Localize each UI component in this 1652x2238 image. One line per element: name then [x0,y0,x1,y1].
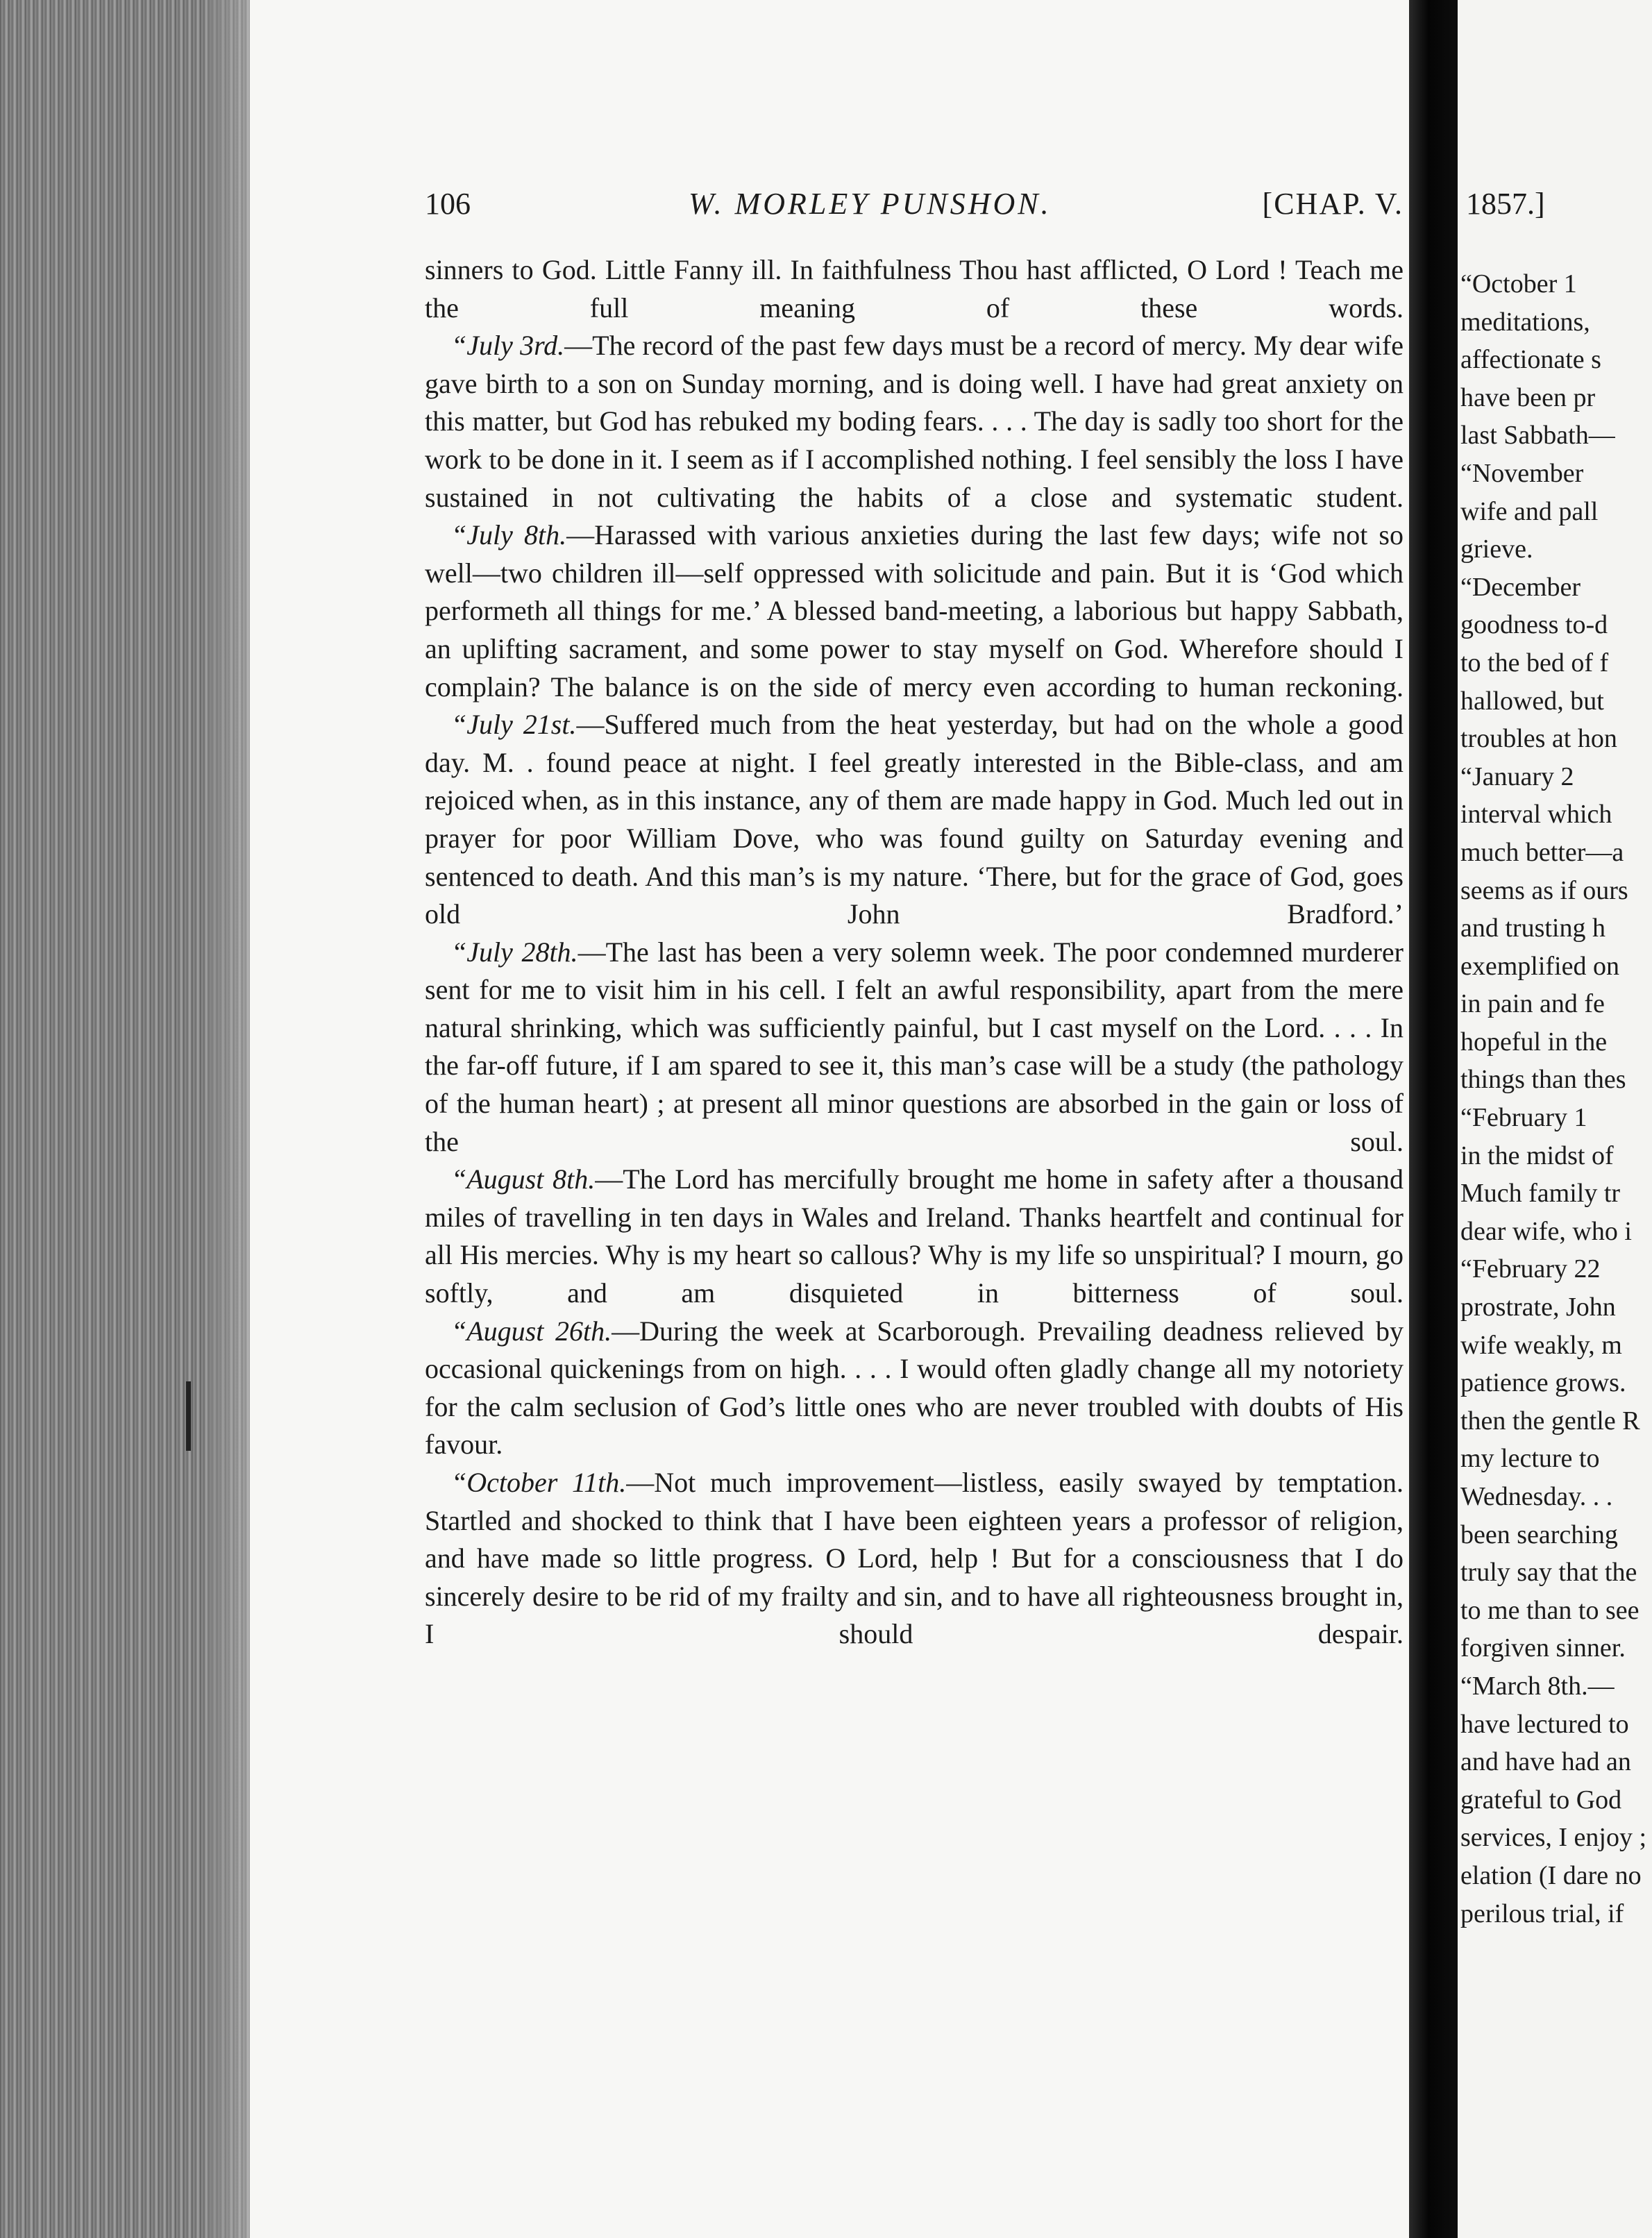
page-number: 106 [425,187,471,221]
paragraph [425,1464,1404,1654]
facing-page-line: affectionate s [1460,345,1601,375]
facing-page-line: dear wife, who i [1460,1216,1632,1246]
facing-page-line: Much family tr [1460,1179,1621,1209]
paragraph [425,934,1404,1161]
book-gutter [1409,0,1458,2238]
paragraph [425,516,1404,706]
facing-page-line: and trusting h [1460,914,1605,943]
entry-date: “July 28th. [451,936,578,968]
facing-page-line: been searching [1460,1520,1618,1549]
entry-text: —Harassed with various anxieties during the last few days; wife not so well—two children ill—self oppressed with solicitude and pain. But it is ‘God which performeth all things for me.’ A blessed band-meeting, a laborious but happy Sabbath, an uplifting sacrament, and some power to stay myself on God. Wherefore should I complain? The balance is on the side of mercy even according to human reckoning. [425,519,1404,702]
page-edge-shadow [208,0,250,2238]
facing-page-line: my lecture to [1460,1444,1600,1474]
facing-page-line: perilous trial, if [1460,1899,1624,1928]
entry-text: —Not much improvement—listless, easily swayed by temptation. Startled and shocked to think that I have been eighteen years a professor of religion, and have made so little progress. O Lord, help ! But for a consciousness that I do sincerely desire to be rid of my frailty and sin, and to have all righteousness brought in, I should despair. [425,1467,1404,1650]
facing-page-line: have lectured to [1460,1709,1629,1739]
facing-page-line: “January 2 [1460,762,1574,791]
facing-page-line: and have had an [1460,1747,1631,1777]
facing-page-line: meditations, [1460,307,1590,337]
entry-text: sinners to God. Little Fanny ill. In faithfulness Thou hast afflicted, O Lord ! Teach me the full meaning of these words. [425,254,1404,323]
facing-page-text [1460,265,1652,1933]
facing-page-line: grateful to God [1460,1785,1622,1815]
entry-date: “August 26th. [451,1315,612,1347]
facing-page-line: last Sabbath— [1460,421,1615,451]
facing-page-line: in pain and fe [1460,989,1605,1019]
facing-page-line: exemplified on [1460,951,1619,981]
facing-page-line: truly say that the [1460,1558,1637,1588]
facing-page-line: to me than to see [1460,1595,1640,1625]
facing-page-line: wife weakly, m [1460,1330,1622,1360]
facing-page-line: elation (I dare no [1460,1860,1642,1890]
paragraph [425,1161,1404,1312]
running-head [425,186,1404,230]
entry-text: —Suffered much from the heat yesterday, but had on the whole a good day. M. . found peace at night. I feel greatly interested in the Bible-class, and am rejoiced when, as in this instance, any of them are made happy in God. Much led out in prayer for poor William Dove, who was found guilty on Saturday evening and sentenced to death. And this man’s is my nature. ‘There, but for the grace of God, goes old John Bradford.’ [425,709,1404,930]
entry-date: “July 21st. [451,709,577,741]
entry-date: “August 8th. [451,1163,596,1195]
facing-page-line: have been pr [1460,382,1596,412]
facing-page-line: much better—a [1460,837,1624,867]
facing-page-line: “December [1460,572,1581,602]
entry-date: “July 8th. [451,519,567,551]
entry-text: —The last has been a very solemn week. The poor condemned murderer sent for me to visit him in his cell. I felt an awful responsibility, apart from the mere natural shrinking, which was sufficiently painful, but I cast myself on the Lord. . . . In the far-off future, if I am spared to see it, this man’s case will be a study (the pathology of the human heart) ; at present all minor questions are absorbed in the gain or loss of the soul. [425,936,1404,1157]
facing-page-line: “February 1 [1460,1103,1587,1133]
entry-text: —The record of the past few days must be a record of mercy. My dear wife gave birth to a son on Sunday morning, and is doing well. I have had great anxiety on this matter, but God has rebuked my boding fears. . . . The day is sadly too short for the work to be done in it. I seem as if I accomplished nothing. I feel sensibly the loss I have sustained in not cultivating the habits of a close and systematic student. [425,330,1404,513]
entry-date: “October 11th. [451,1467,627,1498]
stray-mark [186,1381,191,1451]
entry-text: —The Lord has mercifully brought me home in safety after a thousand miles of travelling in ten days in Wales and Ireland. Thanks heartfelt and continual for all His mercies. Why is my heart so callous? Why is my life so unspiritual? I mourn, go softly, and am disquieted in bitterness of soul. [425,1163,1404,1309]
facing-page-line: wife and pall [1460,496,1599,526]
facing-page-line: hallowed, but [1460,686,1604,716]
facing-page-line: Wednesday. . . [1460,1482,1613,1511]
facing-page-line: troubles at hon [1460,724,1617,754]
paragraph [425,327,1404,516]
facing-page-line: services, I enjoy ; [1460,1823,1647,1853]
facing-page-line: seems as if ours [1460,875,1628,905]
paragraph [425,1313,1404,1464]
facing-page-line: “March 8th.— [1460,1671,1615,1701]
facing-page-line: then the gentle R [1460,1406,1640,1436]
paragraph [425,251,1404,327]
chapter-reference: [CHAP. V. [1262,187,1404,221]
facing-page-head: 1857.] [1466,187,1545,221]
facing-page-line: things than thes [1460,1065,1626,1095]
facing-page-line: interval which [1460,800,1612,830]
facing-page-line: goodness to-d [1460,610,1608,640]
facing-page-line: prostrate, John [1460,1293,1616,1322]
book-title: W. MORLEY PUNSHON. [689,187,1052,221]
body-text [425,251,1404,1654]
entry-date: “July 3rd. [451,330,565,362]
facing-page-line: forgiven sinner. [1460,1633,1626,1663]
facing-page-line: “February 22 [1460,1254,1601,1284]
facing-page-line: to the bed of f [1460,648,1609,678]
facing-page-line: patience grows. [1460,1368,1626,1398]
facing-page-line: hopeful in the [1460,1027,1608,1057]
entry-text: —During the week at Scarborough. Prevailing deadness relieved by occasional quickenings from on high. . . . I would often gladly change all my notoriety for the calm seclusion of God’s little ones who are never troubled with doubts of His favour. [425,1315,1404,1461]
facing-page-line: grieve. [1460,535,1533,564]
facing-page-line: “November [1460,458,1584,488]
facing-page-line: “October 1 [1460,269,1577,298]
facing-page-line: in the midst of [1460,1141,1614,1170]
paragraph [425,706,1404,934]
